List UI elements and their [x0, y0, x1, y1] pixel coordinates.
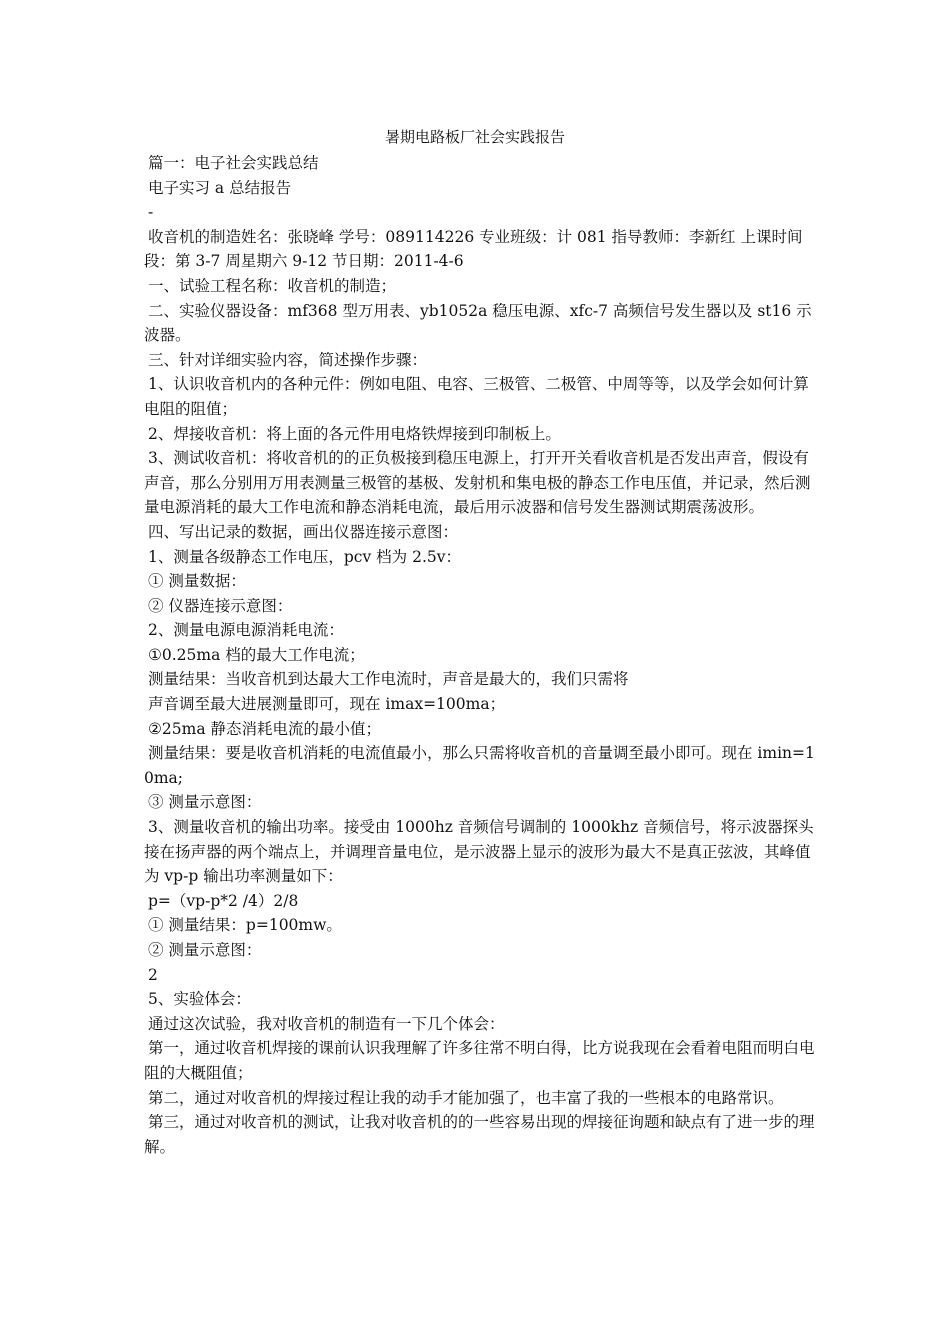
- paragraph: 2: [148, 965, 158, 984]
- paragraph: 5、实验体会：: [148, 990, 251, 1009]
- paragraph: 2、测量电源电源消耗电流：: [148, 621, 344, 640]
- paragraph: 三、针对详细实验内容，简述操作步骤：: [148, 350, 428, 369]
- paragraph: 2、焊接收音机：将上面的各元件用电烙铁焊接到印制板上。: [148, 424, 561, 443]
- paragraph: 声音调至最大进展测量即可，现在 imax=100ma；: [148, 695, 506, 714]
- paragraph: ① 测量结果：p=100mw。: [148, 916, 342, 935]
- paragraph: 篇一：电子社会实践总结: [148, 154, 319, 172]
- paragraph: ① 测量数据：: [148, 572, 246, 591]
- paragraph: 第一，通过收音机焊接的课前认识我理解了许多往常不明白得，比方说我现在会看着电阻而明白电阻的大概阻值；: [144, 1039, 815, 1082]
- document-body: [144, 151, 816, 1159]
- paragraph: 1、认识收音机内的各种元件：例如电阻、电容、三极管、二极管、中周等等，以及学会如何计算电阻的阻值；: [144, 375, 809, 418]
- paragraph: 二、实验仪器设备：mf368 型万用表、yb1052a 稳压电源、xfc-7 高频信号发生器以及 st16 示波器。: [144, 301, 812, 345]
- paragraph: 3、测量收音机的输出功率。接受由 1000hz 音频信号调制的 1000khz 音频信号，将示波器探头接在扬声器的两个端点上，并调理音量电位，是示波器上显示的波形为最大不是真正弦波，其峰值为 vp-p 输出功率测量如下：: [144, 818, 814, 886]
- paragraph: 电子实习 a 总结报告: [148, 178, 292, 197]
- paragraph: 测量结果：要是收音机消耗的电流值最小，那么只需将收音机的音量调至最小即可。现在 imin=10ma;: [144, 744, 815, 787]
- paragraph: 一、试验工程名称：收音机的制造；: [148, 276, 397, 295]
- paragraph: ②25ma 静态消耗电流的最小值；: [148, 719, 381, 738]
- paragraph: p=（vp-p*2 /4）2/8: [148, 891, 299, 910]
- paragraph: 第二，通过对收音机的焊接过程让我的动手才能加强了，也丰富了我的一些根本的电路常识。: [148, 1088, 784, 1107]
- paragraph: ①0.25ma 档的最大工作电流；: [148, 645, 365, 664]
- paragraph: ② 仪器连接示意图：: [148, 596, 293, 615]
- paragraph: 第三，通过对收音机的测试，让我对收音机的的一些容易出现的焊接征询题和缺点有了进一步的理解。: [144, 1113, 815, 1156]
- paragraph: ③ 测量示意图：: [148, 793, 262, 812]
- document-title: 暑期电路板厂社会实践报告: [384, 128, 565, 146]
- paragraph: 1、测量各级静态工作电压，pcv 档为 2.5v：: [148, 547, 461, 566]
- paragraph: -: [148, 203, 154, 222]
- paragraph: 测量结果：当收音机到达最大工作电流时，声音是最大的，我们只需将: [148, 670, 629, 689]
- paragraph: 收音机的制造姓名：张晓峰 学号：089114226 专业班级：计 081 指导教师：李新红 上课时间段：第 3-7 周星期六 9-12 节日期：2011-4-6: [144, 227, 803, 271]
- paragraph: 3、测试收音机：将收音机的的正负极接到稳压电源上，打开开关看收音机是否发出声音，假设有声音，那么分别用万用表测量三极管的基极、发射机和集电极的静态工作电压值，并记录，然后测量电源消耗的最大工作电流和静态消耗电流，最后用示波器和信号发生器测试期震荡波形。: [144, 449, 811, 517]
- paragraph: ② 测量示意图：: [148, 941, 262, 959]
- paragraph: 四、写出记录的数据，画出仪器连接示意图：: [148, 522, 459, 541]
- paragraph: 通过这次试验，我对收音机的制造有一下几个体会：: [148, 1014, 505, 1033]
